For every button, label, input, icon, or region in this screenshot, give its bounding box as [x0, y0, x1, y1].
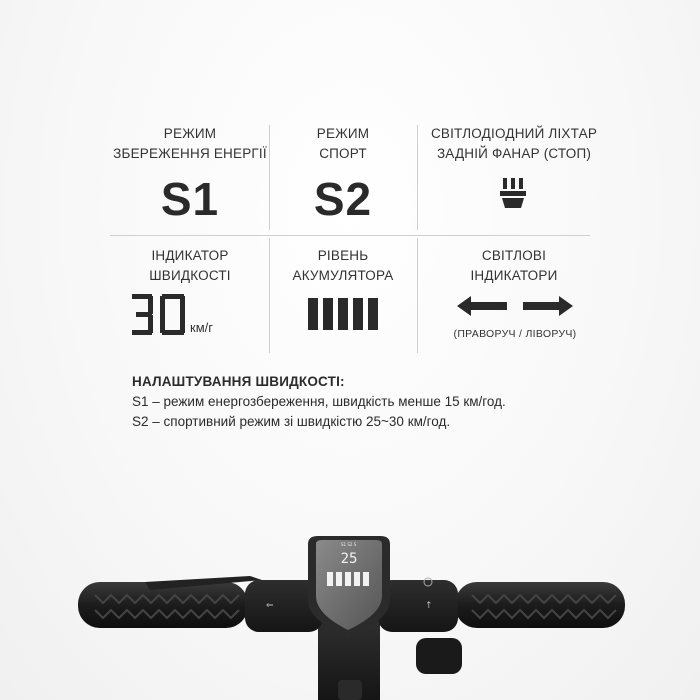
- battery-level-cell: [263, 246, 423, 286]
- sport-mode-caption-1: РЕЖИМ: [316, 126, 370, 141]
- display-battery-bar: [327, 572, 333, 586]
- left-grip: [78, 582, 248, 628]
- speed-settings-title: НАЛАШТУВАННЯ ШВИДКОСТІ:: [132, 374, 345, 389]
- rear-light-caption-1: СВІТЛОДІОДНИЙ ЛІХТАР: [430, 126, 598, 141]
- battery-level-caption-1: РІВЕНЬ: [317, 248, 369, 263]
- battery-bar: [353, 298, 363, 330]
- feature-grid: [110, 110, 598, 370]
- rear-light-caption-2: ЗАДНІЙ ФАНАР (СТОП): [436, 146, 592, 161]
- bell: [338, 680, 362, 700]
- battery-bar: [338, 298, 348, 330]
- battery-bar: [323, 298, 333, 330]
- sport-mode-cell: [263, 124, 423, 224]
- speed-unit-label: км/г: [190, 320, 213, 335]
- speed-indicator-caption-1: ІНДИКАТОР: [151, 248, 229, 263]
- turn-signals-note: (ПРАВОРУЧ / ЛІВОРУЧ): [453, 328, 577, 340]
- right-arrow-icon: [523, 296, 573, 316]
- turn-signals-caption-1: СВІТЛОВІ: [481, 248, 547, 263]
- sport-mode-code: S2: [313, 173, 373, 225]
- speed-indicator-cell: [110, 246, 270, 286]
- display-speed: 25: [340, 551, 358, 567]
- eco-mode-code: S1: [160, 173, 220, 225]
- display-battery-bar: [336, 572, 342, 586]
- rear-light-cell: [424, 124, 604, 219]
- battery-bars-icon: [306, 296, 386, 332]
- speed-settings: [132, 372, 592, 432]
- battery-bar: [368, 298, 378, 330]
- display-battery-bar: [345, 572, 351, 586]
- left-arrow-icon: [457, 296, 507, 316]
- turn-arrows-icon: [455, 292, 575, 320]
- turn-signals-cell: [424, 246, 604, 286]
- turn-signals-caption-2: ІНДИКАТОРИ: [470, 268, 558, 283]
- speed-settings-line-1: S1 – режим енергозбереження, швидкість менше 15 км/год.: [132, 394, 506, 409]
- battery-level-caption-2: АКУМУЛЯТОРА: [292, 268, 394, 283]
- right-grip: [455, 582, 625, 628]
- throttle-paddle: [416, 638, 462, 674]
- eco-mode-caption-2: ЗБЕРЕЖЕННЯ ЕНЕРГІЇ: [113, 146, 267, 161]
- svg-text:↑: ↑: [425, 601, 433, 611]
- eco-mode-caption-1: РЕЖИМ: [163, 126, 217, 141]
- battery-bar: [308, 298, 318, 330]
- sport-mode-caption-2: СПОРТ: [319, 146, 367, 161]
- svg-text:⇐: ⇐: [266, 601, 274, 611]
- divider: [110, 235, 590, 236]
- handlebar-illustration: [0, 510, 700, 700]
- eco-mode-cell: [110, 124, 270, 224]
- speed-indicator-caption-2: ШВИДКОСТІ: [149, 268, 231, 283]
- display-battery-bar: [363, 572, 369, 586]
- speed-digits-display: [130, 292, 188, 338]
- speed-settings-line-2: S2 – спортивний режим зі швидкістю 25~30 км/год.: [132, 414, 451, 429]
- headlight-icon: [494, 174, 534, 214]
- display-mode-label: S1 S2 S: [341, 542, 357, 547]
- display-battery-bar: [354, 572, 360, 586]
